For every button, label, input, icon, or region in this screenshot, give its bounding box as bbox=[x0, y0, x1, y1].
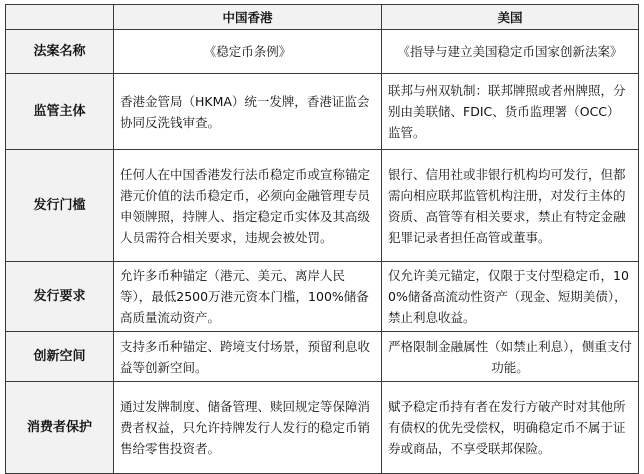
table-row-innovation bbox=[6, 332, 639, 382]
header-us: 美国 bbox=[382, 5, 639, 30]
header-corner-cell bbox=[6, 5, 114, 30]
us-cell: 联邦与州双轨制：联邦牌照或者州牌照，分别由美联储、FDIC、货币监理署（OCC）监管。 bbox=[382, 74, 639, 150]
row-label: 消费者保护 bbox=[6, 382, 114, 474]
hk-cell: 任何人在中国香港发行法币稳定币或宣称锚定港元价值的法币稳定币，必须向金融管理专员申领牌照，持牌人、指定稳定币实体及其高级人员需符合相关要求，违规会被处罚。 bbox=[114, 150, 382, 262]
table-row-regulator bbox=[6, 74, 639, 150]
table-header-row bbox=[6, 5, 639, 30]
hk-cell: 《稳定币条例》 bbox=[114, 30, 382, 74]
hk-cell: 允许多币种锚定（港元、美元、离岸人民等），最低2500万港元资本门槛，100%储备高质量流动资产。 bbox=[114, 262, 382, 332]
us-cell: 严格限制金融属性（如禁止利息），侧重支付功能。 bbox=[382, 332, 639, 382]
row-label: 发行门槛 bbox=[6, 150, 114, 262]
row-label: 发行要求 bbox=[6, 262, 114, 332]
table-row-threshold bbox=[6, 150, 639, 262]
hk-cell: 通过发牌制度、储备管理、赎回规定等保障消费者权益，只允许持牌发行人发行的稳定币销售给零售投资者。 bbox=[114, 382, 382, 474]
table-row-consumer-protection bbox=[6, 382, 639, 474]
row-label: 法案名称 bbox=[6, 30, 114, 74]
us-cell: 仅允许美元锚定，仅限于支付型稳定币，100%储备高流动性资产（现金、短期美债），禁止利息收益。 bbox=[382, 262, 639, 332]
table-row-requirements bbox=[6, 262, 639, 332]
header-hk: 中国香港 bbox=[114, 5, 382, 30]
table-row-law-name bbox=[6, 30, 639, 74]
us-cell: 《指导与建立美国稳定币国家创新法案》 bbox=[382, 30, 639, 74]
us-cell: 赋予稳定币持有者在发行方破产时对其他所有债权的优先受偿权，明确稳定币不属于证券或商品，不享受联邦保险。 bbox=[382, 382, 639, 474]
row-label: 监管主体 bbox=[6, 74, 114, 150]
row-label: 创新空间 bbox=[6, 332, 114, 382]
hk-cell: 支持多币种锚定、跨境支付场景，预留利息收益等创新空间。 bbox=[114, 332, 382, 382]
us-cell: 银行、信用社或非银行机构均可发行，但都需向相应联邦监管机构注册，对发行主体的资质、高管等有相关要求，禁止有特定金融犯罪记录者担任高管或董事。 bbox=[382, 150, 639, 262]
hk-cell: 香港金管局（HKMA）统一发牌，香港证监会协同反洗钱审查。 bbox=[114, 74, 382, 150]
comparison-table bbox=[5, 4, 639, 474]
